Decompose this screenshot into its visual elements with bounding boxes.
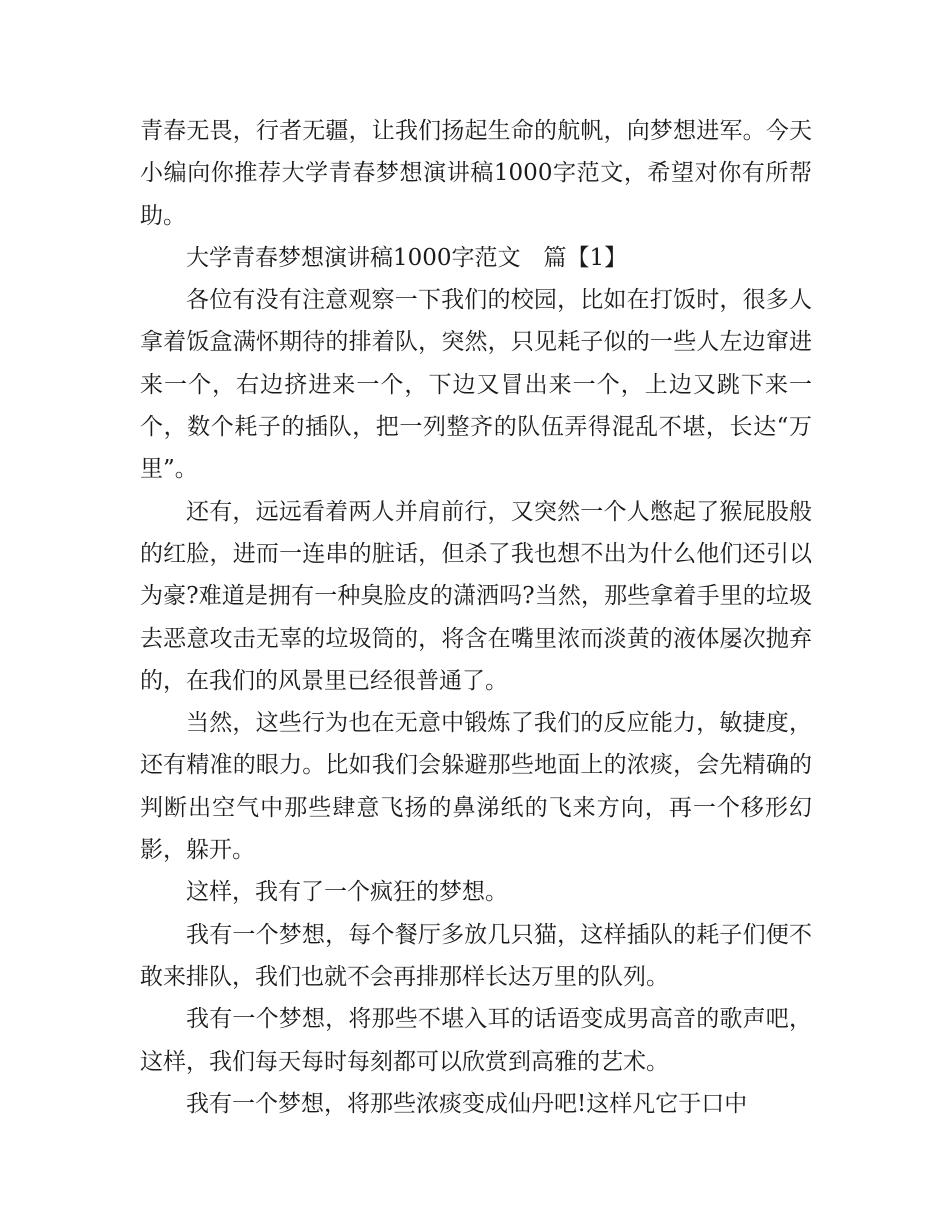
intro-paragraph: 青春无畏，行者无疆，让我们扬起生命的航帆，向梦想进军。今天小编向你推荐大学青春梦想演讲稿1000字范文，希望对你有所帮助。 — [140, 118, 812, 229]
body-paragraph-3: 当然，这些行为也在无意中锻炼了我们的反应能力，敏捷度，还有精准的眼力。比如我们会躲避那些地面上的浓痰，会先精确的判断出空气中那些肆意飞扬的鼻涕纸的飞来方向，再一个移形幻影，躲开。 — [140, 710, 812, 864]
body-paragraph-7: 我有一个梦想，将那些浓痰变成仙丹吧!这样凡它于口中 — [186, 1090, 748, 1117]
document-page — [140, 110, 812, 1125]
body-paragraph-1: 各位有没有注意观察一下我们的校园，比如在打饭时，很多人拿着饭盒满怀期待的排着队，突然，只见耗子似的一些人左边窜进来一个，右边挤进来一个，下边又冒出来一个，上边又跳下来一个，数个耗子的插队，把一列整齐的队伍弄得混乱不堪，长达“万里”。 — [140, 287, 812, 483]
body-paragraph-4: 这样，我有了一个疯狂的梦想。 — [186, 879, 508, 906]
body-paragraph-5: 我有一个梦想，每个餐厅多放几只猫，这样插队的耗子们便不敢来排队，我们也就不会再排那样长达万里的队列。 — [140, 921, 812, 990]
section-heading: 大学青春梦想演讲稿1000字范文 篇【1】 — [186, 244, 628, 271]
body-paragraph-6: 我有一个梦想，将那些不堪入耳的话语变成男高音的歌声吧，这样，我们每天每时每刻都可以欣赏到高雅的艺术。 — [140, 1006, 812, 1075]
body-paragraph-2: 还有，远远看着两人并肩前行，又突然一个人憋起了猴屁股般的红脸，进而一连串的脏话，但杀了我也想不出为什么他们还引以为豪?难道是拥有一种臭脸皮的潇洒吗?当然，那些拿着手里的垃圾去恶意攻击无辜的垃圾筒的，将含在嘴里浓而淡黄的液体屡次抛弃的，在我们的风景里已经很普通了。 — [140, 498, 812, 694]
